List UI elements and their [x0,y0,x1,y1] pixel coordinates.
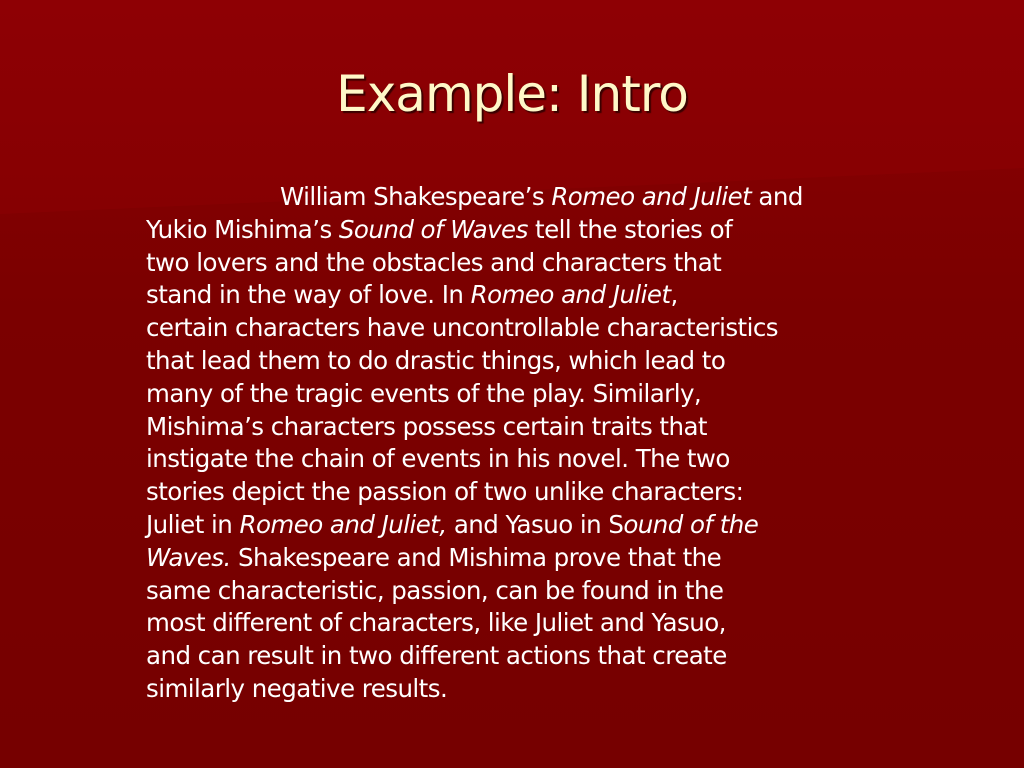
italic-title-run: Romeo and Juliet [470,280,671,310]
paragraph-line [146,640,976,673]
paragraph-line [146,476,976,509]
text-run: instigate the chain of events in his novel. The two [146,444,730,474]
text-run: that lead them to do drastic things, which lead to [146,345,726,375]
paragraph-line [146,607,976,640]
paragraph-line [146,312,976,345]
text-run: Juliet in [146,509,240,539]
paragraph-line [146,279,976,312]
text-run: most different of characters, like Juliet and Yasuo, [146,608,726,638]
text-run: similarly negative results. [146,673,448,703]
text-run: and can result in two different actions that create [146,641,727,671]
text-run: Yukio Mishima’s [146,214,339,244]
paragraph-line [146,443,976,476]
text-run: Mishima’s characters possess certain traits that [146,411,707,441]
text-run: and Yasuo in S [446,509,624,539]
italic-title-run: Sound of Waves [338,214,528,244]
text-run: stories depict the passion of two unlike characters: [146,477,744,507]
paragraph-line [146,542,976,575]
italic-title-run: Romeo and Juliet [551,182,752,211]
text-run: and [751,182,803,211]
slide-title: Example: Intro [336,65,688,123]
text-run: William Shakespeare’s [280,182,552,211]
text-run: two lovers and the obstacles and characters that [146,247,722,277]
italic-title-run: ound of the [623,509,759,539]
text-run: stand in the way of love. In [146,280,471,310]
paragraph-line [146,181,976,214]
paragraph-line [146,575,976,608]
text-run: same characteristic, passion, can be found in the [146,575,724,605]
paragraph-line [146,673,976,706]
paragraph-line [146,509,976,542]
paragraph-line [146,214,976,247]
paragraph-line [146,378,976,411]
text-run: , [670,280,678,310]
text-run: certain characters have uncontrollable characteristics [146,313,778,343]
text-run: tell the stories of [527,214,733,244]
paragraph-line [146,345,976,378]
text-run: many of the tragic events of the play. Similarly, [146,378,702,408]
italic-title-run: Romeo and Juliet, [239,509,447,539]
paragraph-line [146,247,976,280]
paragraph-line [146,411,976,444]
slide-body-text [146,181,976,706]
italic-title-run: Waves. [146,542,231,572]
text-run: Shakespeare and Mishima prove that the [230,542,722,572]
